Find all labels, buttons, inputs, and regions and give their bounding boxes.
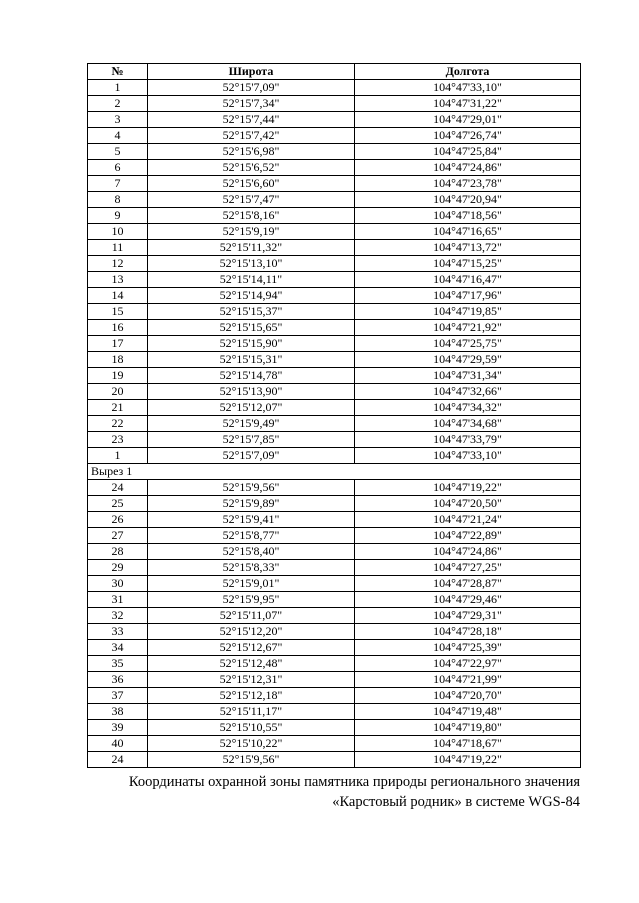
table-row <box>88 176 581 192</box>
point-number-cell: 28 <box>88 544 148 560</box>
table-row <box>88 400 581 416</box>
longitude-cell: 104°47'22,97" <box>355 656 581 672</box>
table-row <box>88 224 581 240</box>
longitude-cell: 104°47'21,92" <box>355 320 581 336</box>
latitude-cell: 52°15'10,55" <box>148 720 355 736</box>
longitude-cell: 104°47'15,25" <box>355 256 581 272</box>
longitude-cell: 104°47'34,68" <box>355 416 581 432</box>
table-row <box>88 480 581 496</box>
latitude-cell: 52°15'7,09" <box>148 80 355 96</box>
point-number-cell: 36 <box>88 672 148 688</box>
table-row <box>88 496 581 512</box>
latitude-cell: 52°15'14,11" <box>148 272 355 288</box>
latitude-cell: 52°15'15,90" <box>148 336 355 352</box>
table-row <box>88 576 581 592</box>
header-latitude: Широта <box>148 64 355 80</box>
table-row <box>88 192 581 208</box>
point-number-cell: 40 <box>88 736 148 752</box>
point-number-cell: 7 <box>88 176 148 192</box>
point-number-cell: 20 <box>88 384 148 400</box>
point-number-cell: 31 <box>88 592 148 608</box>
latitude-cell: 52°15'7,85" <box>148 432 355 448</box>
point-number-cell: 38 <box>88 704 148 720</box>
point-number-cell: 22 <box>88 416 148 432</box>
latitude-cell: 52°15'7,44" <box>148 112 355 128</box>
latitude-cell: 52°15'15,31" <box>148 352 355 368</box>
point-number-cell: 10 <box>88 224 148 240</box>
table-caption <box>20 772 580 812</box>
caption-line-1: Координаты охранной зоны памятника природы регионального значения <box>128 774 580 790</box>
longitude-cell: 104°47'19,85" <box>355 304 581 320</box>
table-row <box>88 656 581 672</box>
table-row <box>88 304 581 320</box>
latitude-cell: 52°15'7,34" <box>148 96 355 112</box>
point-number-cell: 16 <box>88 320 148 336</box>
point-number-cell: 37 <box>88 688 148 704</box>
point-number-cell: 34 <box>88 640 148 656</box>
longitude-cell: 104°47'21,24" <box>355 512 581 528</box>
point-number-cell: 19 <box>88 368 148 384</box>
table-row <box>88 544 581 560</box>
point-number-cell: 2 <box>88 96 148 112</box>
point-number-cell: 12 <box>88 256 148 272</box>
point-number-cell: 9 <box>88 208 148 224</box>
point-number-cell: 14 <box>88 288 148 304</box>
latitude-cell: 52°15'8,33" <box>148 560 355 576</box>
latitude-cell: 52°15'6,98" <box>148 144 355 160</box>
table-row <box>88 416 581 432</box>
latitude-cell: 52°15'11,17" <box>148 704 355 720</box>
latitude-cell: 52°15'15,37" <box>148 304 355 320</box>
latitude-cell: 52°15'12,48" <box>148 656 355 672</box>
longitude-cell: 104°47'20,94" <box>355 192 581 208</box>
table-row <box>88 672 581 688</box>
latitude-cell: 52°15'8,40" <box>148 544 355 560</box>
table-body <box>88 80 581 768</box>
longitude-cell: 104°47'13,72" <box>355 240 581 256</box>
table-row <box>88 336 581 352</box>
longitude-cell: 104°47'34,32" <box>355 400 581 416</box>
latitude-cell: 52°15'11,07" <box>148 608 355 624</box>
table-row <box>88 160 581 176</box>
longitude-cell: 104°47'18,56" <box>355 208 581 224</box>
latitude-cell: 52°15'9,19" <box>148 224 355 240</box>
longitude-cell: 104°47'29,31" <box>355 608 581 624</box>
point-number-cell: 4 <box>88 128 148 144</box>
table-row <box>88 352 581 368</box>
longitude-cell: 104°47'20,50" <box>355 496 581 512</box>
table-row <box>88 720 581 736</box>
table-row <box>88 368 581 384</box>
longitude-cell: 104°47'29,01" <box>355 112 581 128</box>
table-row <box>88 272 581 288</box>
latitude-cell: 52°15'10,22" <box>148 736 355 752</box>
table-row <box>88 80 581 96</box>
caption-line-2: «Карстовый родник» в системе WGS-84 <box>332 794 580 810</box>
latitude-cell: 52°15'6,52" <box>148 160 355 176</box>
longitude-cell: 104°47'25,84" <box>355 144 581 160</box>
point-number-cell: 3 <box>88 112 148 128</box>
point-number-cell: 33 <box>88 624 148 640</box>
latitude-cell: 52°15'7,42" <box>148 128 355 144</box>
table-row <box>88 288 581 304</box>
longitude-cell: 104°47'19,48" <box>355 704 581 720</box>
latitude-cell: 52°15'8,16" <box>148 208 355 224</box>
table-row <box>88 704 581 720</box>
section-label: Вырез 1 <box>88 464 581 480</box>
table-row <box>88 592 581 608</box>
point-number-cell: 1 <box>88 448 148 464</box>
table-row <box>88 320 581 336</box>
table-row <box>88 560 581 576</box>
point-number-cell: 17 <box>88 336 148 352</box>
table-row <box>88 640 581 656</box>
longitude-cell: 104°47'18,67" <box>355 736 581 752</box>
latitude-cell: 52°15'13,90" <box>148 384 355 400</box>
longitude-cell: 104°47'24,86" <box>355 544 581 560</box>
latitude-cell: 52°15'12,07" <box>148 400 355 416</box>
table-row <box>88 128 581 144</box>
table-row <box>88 528 581 544</box>
header-number: № <box>88 64 148 80</box>
point-number-cell: 32 <box>88 608 148 624</box>
longitude-cell: 104°47'28,87" <box>355 576 581 592</box>
latitude-cell: 52°15'9,56" <box>148 480 355 496</box>
section-row <box>88 464 581 480</box>
longitude-cell: 104°47'29,59" <box>355 352 581 368</box>
latitude-cell: 52°15'9,95" <box>148 592 355 608</box>
longitude-cell: 104°47'24,86" <box>355 160 581 176</box>
latitude-cell: 52°15'15,65" <box>148 320 355 336</box>
latitude-cell: 52°15'7,09" <box>148 448 355 464</box>
point-number-cell: 11 <box>88 240 148 256</box>
point-number-cell: 24 <box>88 480 148 496</box>
point-number-cell: 24 <box>88 752 148 768</box>
point-number-cell: 27 <box>88 528 148 544</box>
table-row <box>88 112 581 128</box>
longitude-cell: 104°47'31,34" <box>355 368 581 384</box>
table-row <box>88 432 581 448</box>
longitude-cell: 104°47'23,78" <box>355 176 581 192</box>
point-number-cell: 30 <box>88 576 148 592</box>
longitude-cell: 104°47'33,79" <box>355 432 581 448</box>
latitude-cell: 52°15'8,77" <box>148 528 355 544</box>
latitude-cell: 52°15'12,20" <box>148 624 355 640</box>
latitude-cell: 52°15'9,41" <box>148 512 355 528</box>
point-number-cell: 5 <box>88 144 148 160</box>
table-row <box>88 688 581 704</box>
longitude-cell: 104°47'27,25" <box>355 560 581 576</box>
longitude-cell: 104°47'22,89" <box>355 528 581 544</box>
point-number-cell: 15 <box>88 304 148 320</box>
latitude-cell: 52°15'7,47" <box>148 192 355 208</box>
coordinates-table <box>87 63 581 768</box>
point-number-cell: 6 <box>88 160 148 176</box>
longitude-cell: 104°47'16,47" <box>355 272 581 288</box>
longitude-cell: 104°47'19,22" <box>355 480 581 496</box>
longitude-cell: 104°47'31,22" <box>355 96 581 112</box>
latitude-cell: 52°15'6,60" <box>148 176 355 192</box>
point-number-cell: 18 <box>88 352 148 368</box>
table-row <box>88 208 581 224</box>
point-number-cell: 25 <box>88 496 148 512</box>
longitude-cell: 104°47'33,10" <box>355 448 581 464</box>
header-longitude: Долгота <box>355 64 581 80</box>
latitude-cell: 52°15'9,56" <box>148 752 355 768</box>
latitude-cell: 52°15'11,32" <box>148 240 355 256</box>
longitude-cell: 104°47'21,99" <box>355 672 581 688</box>
table-row <box>88 144 581 160</box>
point-number-cell: 26 <box>88 512 148 528</box>
latitude-cell: 52°15'12,18" <box>148 688 355 704</box>
table-row <box>88 240 581 256</box>
table-row <box>88 448 581 464</box>
latitude-cell: 52°15'12,31" <box>148 672 355 688</box>
longitude-cell: 104°47'25,39" <box>355 640 581 656</box>
table-row <box>88 512 581 528</box>
latitude-cell: 52°15'12,67" <box>148 640 355 656</box>
longitude-cell: 104°47'16,65" <box>355 224 581 240</box>
latitude-cell: 52°15'14,94" <box>148 288 355 304</box>
table-row <box>88 608 581 624</box>
point-number-cell: 35 <box>88 656 148 672</box>
point-number-cell: 39 <box>88 720 148 736</box>
longitude-cell: 104°47'32,66" <box>355 384 581 400</box>
longitude-cell: 104°47'28,18" <box>355 624 581 640</box>
longitude-cell: 104°47'19,22" <box>355 752 581 768</box>
longitude-cell: 104°47'29,46" <box>355 592 581 608</box>
latitude-cell: 52°15'13,10" <box>148 256 355 272</box>
table-row <box>88 384 581 400</box>
longitude-cell: 104°47'25,75" <box>355 336 581 352</box>
point-number-cell: 1 <box>88 80 148 96</box>
point-number-cell: 21 <box>88 400 148 416</box>
longitude-cell: 104°47'17,96" <box>355 288 581 304</box>
table-row <box>88 624 581 640</box>
latitude-cell: 52°15'9,89" <box>148 496 355 512</box>
longitude-cell: 104°47'20,70" <box>355 688 581 704</box>
longitude-cell: 104°47'26,74" <box>355 128 581 144</box>
point-number-cell: 23 <box>88 432 148 448</box>
table-row <box>88 96 581 112</box>
longitude-cell: 104°47'19,80" <box>355 720 581 736</box>
point-number-cell: 13 <box>88 272 148 288</box>
table-row <box>88 736 581 752</box>
point-number-cell: 29 <box>88 560 148 576</box>
latitude-cell: 52°15'14,78" <box>148 368 355 384</box>
latitude-cell: 52°15'9,49" <box>148 416 355 432</box>
table-header <box>88 64 581 80</box>
table-row <box>88 256 581 272</box>
table-row <box>88 752 581 768</box>
longitude-cell: 104°47'33,10" <box>355 80 581 96</box>
latitude-cell: 52°15'9,01" <box>148 576 355 592</box>
point-number-cell: 8 <box>88 192 148 208</box>
